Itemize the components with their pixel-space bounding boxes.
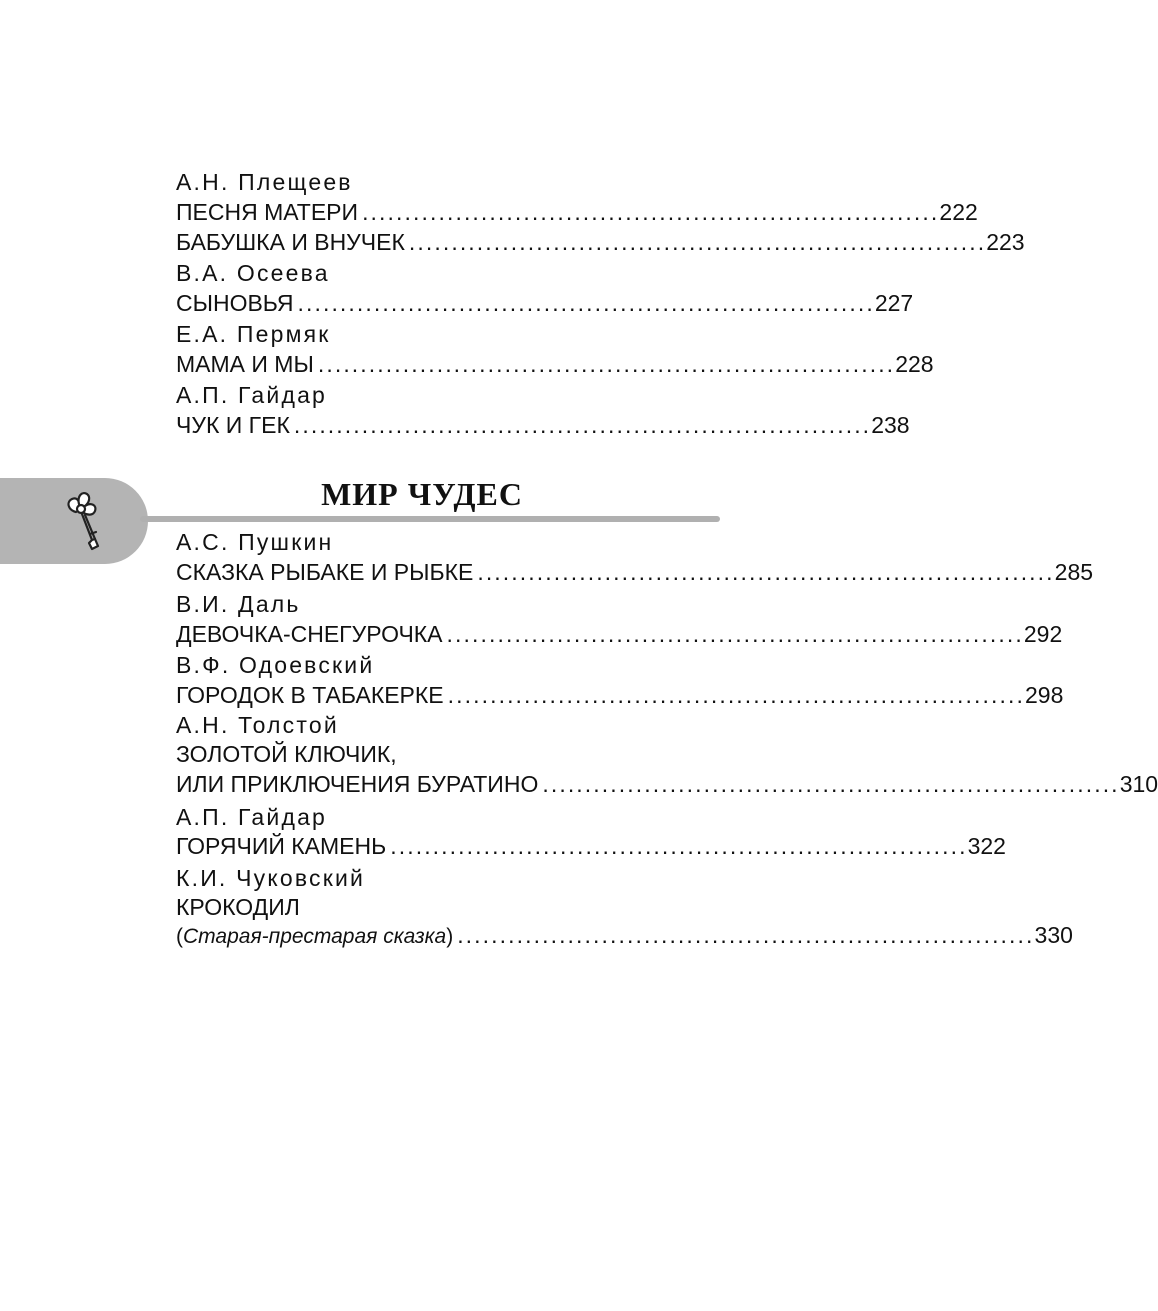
- author: Е.А. Пермяк: [176, 321, 331, 347]
- toc-entry[interactable]: [176, 349, 934, 379]
- toc-entry[interactable]: [176, 769, 1158, 799]
- section-divider: [140, 516, 720, 522]
- toc-entry[interactable]: [176, 410, 910, 440]
- toc-entry[interactable]: [176, 227, 1025, 257]
- author: А.С. Пушкин: [176, 529, 334, 555]
- author: В.И. Даль: [176, 591, 301, 617]
- toc-entry[interactable]: [176, 197, 978, 227]
- page-number: 222: [939, 199, 978, 225]
- toc-title-line: [176, 739, 720, 769]
- author: А.Н. Толстой: [176, 712, 339, 738]
- toc-title: КРОКОДИЛ: [176, 894, 300, 920]
- author: А.П. Гайдар: [176, 382, 328, 408]
- toc-title: ИЛИ ПРИКЛЮЧЕНИЯ БУРАТИНО: [176, 771, 539, 797]
- page-number: 285: [1054, 559, 1094, 585]
- toc-title-line: [176, 892, 720, 922]
- author: А.П. Гайдар: [176, 804, 328, 830]
- toc-title: ГОРОДОК В ТАБАКЕРКЕ: [176, 682, 444, 708]
- page-number: 238: [871, 412, 910, 438]
- page-number: 310: [1119, 771, 1158, 797]
- author: К.И. Чуковский: [176, 865, 366, 891]
- toc-title: СКАЗКА РЫБАКЕ И РЫБКЕ: [176, 559, 474, 585]
- subtitle-text: Старая-престарая сказка: [183, 925, 447, 948]
- leader-dots: ....................................................................: [457, 922, 1035, 948]
- leader-dots: ....................................................................: [297, 290, 875, 316]
- leader-dots: ....................................................................: [362, 199, 940, 225]
- page-number: 292: [1023, 621, 1063, 647]
- author: В.А. Осеева: [176, 260, 330, 286]
- toc-title: ГОРЯЧИЙ КАМЕНЬ: [176, 833, 387, 859]
- page-number: 298: [1024, 682, 1064, 708]
- toc-title: ДЕВОЧКА-СНЕГУРОЧКА: [176, 621, 443, 647]
- toc-entry[interactable]: [176, 557, 1094, 587]
- toc-title: БАБУШКА И ВНУЧЕК: [176, 229, 405, 255]
- leader-dots: ....................................................................: [447, 682, 1025, 708]
- leader-dots: ....................................................................: [542, 771, 1120, 797]
- toc-title: ПЕСНЯ МАТЕРИ: [176, 199, 359, 225]
- author: А.Н. Плещеев: [176, 169, 353, 195]
- toc-entry[interactable]: [176, 920, 1073, 950]
- leader-dots: ....................................................................: [293, 412, 872, 438]
- section-heading: МИР ЧУДЕС: [321, 476, 523, 512]
- leader-dots: ....................................................................: [317, 351, 896, 377]
- toc-title: ЧУК И ГЕК: [176, 412, 290, 438]
- toc-subtitle: (Старая-престарая сказка): [176, 925, 454, 948]
- page-number: 228: [895, 351, 934, 377]
- author: В.Ф. Одоевский: [176, 652, 375, 678]
- toc-title: СЫНОВЬЯ: [176, 290, 294, 316]
- toc-title: МАМА И МЫ: [176, 351, 314, 377]
- leader-dots: ....................................................................: [408, 229, 987, 255]
- toc-entry[interactable]: [176, 831, 1006, 861]
- leader-dots: ....................................................................: [390, 833, 968, 859]
- toc-entry[interactable]: [176, 680, 1064, 710]
- page-number: 330: [1034, 922, 1073, 948]
- page-number: 223: [986, 229, 1025, 255]
- leader-dots: ....................................................................: [446, 621, 1024, 647]
- leader-dots: ....................................................................: [477, 559, 1055, 585]
- toc-entry[interactable]: [176, 288, 914, 318]
- toc-title: ЗОЛОТОЙ КЛЮЧИК,: [176, 741, 397, 767]
- page-number: 227: [874, 290, 914, 316]
- toc-entry[interactable]: [176, 619, 1063, 649]
- page-number: 322: [967, 833, 1006, 859]
